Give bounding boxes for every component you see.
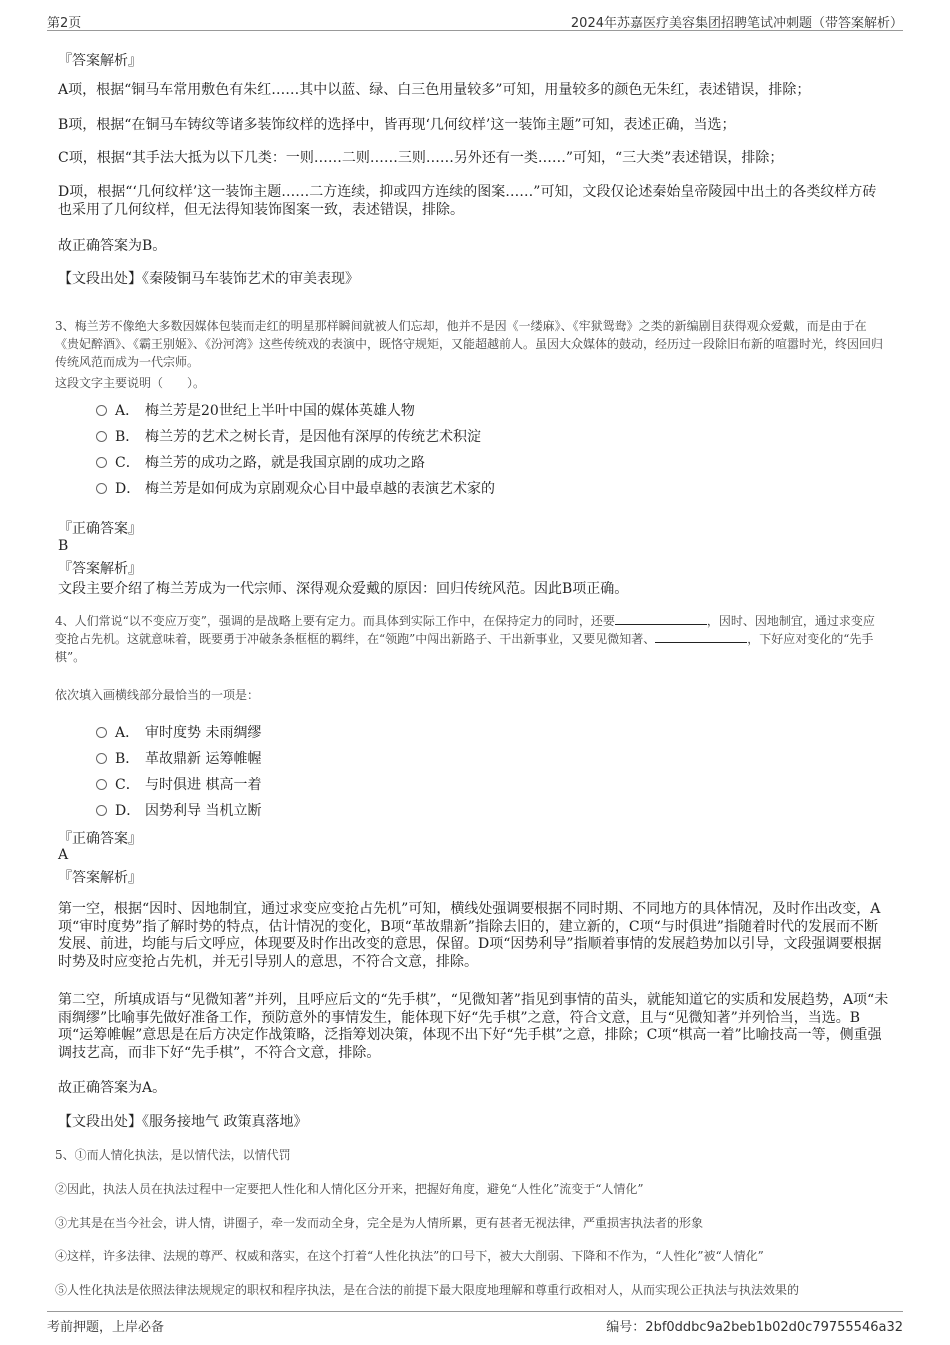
q5-sentence-1: 5、①而人情化执法，是以情代法，以情代罚 [55, 1148, 291, 1162]
q2-analysis-d: D项，根据“‘几何纹样’这一装饰主题……二方连续，抑或四方连续的图案……”可知，文段仅论述秦始皇帝陵园中出土的各类纹样方砖也采用了几何纹样，但无法得知装饰图案一致，表述错误，排除。 [58, 184, 877, 218]
option-text: 审时度势 未雨绸缪 [145, 725, 262, 741]
q2-source: 【文段出处】《秦陵铜马车装饰艺术的审美表现》 [58, 271, 359, 287]
q2-analysis-label: 『答案解析』 [58, 53, 142, 69]
q5-sentence-4: ④这样，许多法律、法规的尊严、权威和落实，在这个打着“人性化执法”的口号下，被大大削弱、下降和不作为，“人性化”被“人情化” [55, 1249, 764, 1263]
radio-icon[interactable] [96, 483, 107, 494]
q3-option-d[interactable] [96, 478, 495, 498]
q4-option-b[interactable] [96, 748, 261, 768]
option-letter: D． [115, 803, 141, 819]
option-letter: B． [115, 751, 140, 767]
q4-answer-label: 『正确答案』 [58, 831, 142, 847]
radio-icon[interactable] [96, 779, 107, 790]
document-title: 2024年苏嘉医疗美容集团招聘笔试冲刺题（带答案解析） [570, 16, 903, 31]
radio-icon[interactable] [96, 805, 107, 816]
q5-sentence-2: ②因此，执法人员在执法过程中一定要把人性化和人情化区分开来，把握好角度，避免“人性化”流变于“人情化” [55, 1182, 644, 1196]
option-text: 与时俱进 棋高一着 [145, 777, 262, 793]
q2-analysis-a: A项，根据“铜马车常用敷色有朱红……其中以蓝、绿、白三色用量较多”可知，用量较多的颜色无朱红，表述错误，排除； [58, 82, 811, 98]
option-letter: A． [115, 725, 140, 741]
page-footer [47, 1311, 903, 1334]
q3-option-c[interactable] [96, 452, 425, 472]
q4-analysis-2: 第二空，所填成语与“见微知著”并列，且呼应后文的“先手棋”，“见微知著”指见到事情的苗头，就能知道它的实质和发展趋势，A项“未雨绸缪”比喻事先做好准备工作，预防意外的事情发生，能体现下好“先手棋”之意，符合文意，且与“见微知著”并列恰当，当选。B项“运筹帷幄”意思是在后方决定作战策略，泛指筹划决策，体现不出下好“先手棋”之意，排除；C项“棋高一着”比喻技高一等，侧重强调技艺高，而非下好“先手棋”，不符合文意，排除。 [58, 992, 889, 1061]
q5-sentence-3: ③尤其是在当今社会，讲人情，讲圈子，牵一发而动全身，完全是为人情所累，更有甚者无视法律，严重损害执法者的形象 [55, 1216, 704, 1230]
q2-analysis-b: B项，根据“在铜马车铸纹等诸多装饰纹样的选择中，皆再现‘几何纹样’这一装饰主题”可知，表述正确，当选； [58, 117, 736, 133]
footer-slogan: 考前押题，上岸必备 [47, 1320, 165, 1335]
q3-option-a[interactable] [96, 400, 415, 420]
q4-source: 【文段出处】《服务接地气 政策真落地》 [58, 1114, 308, 1130]
q3-analysis: 文段主要介绍了梅兰芳成为一代宗师、深得观众爱戴的原因：回归传统风范。因此B项正确。 [58, 581, 629, 597]
option-text: 梅兰芳的艺术之树长青，是因他有深厚的传统艺术积淀 [145, 429, 481, 445]
radio-icon[interactable] [96, 753, 107, 764]
q3-answer: B [58, 538, 69, 554]
q4-option-d[interactable] [96, 800, 261, 820]
option-text: 梅兰芳的成功之路，就是我国京剧的成功之路 [145, 455, 425, 471]
q4-conclusion: 故正确答案为A。 [58, 1080, 167, 1096]
q3-stem: 3、梅兰芳不像绝大多数因媒体包装而走红的明星那样瞬间就被人们忘却，他并不是因《一缕麻》、《牢狱鸳鸯》之类的新编剧目获得观众爱戴，而是由于在《贵妃醉酒》、《霸王别姬》、《汾河湾》这些传统戏的表演中，既恪守规矩，又能超越前人。虽因大众媒体的鼓动，经历过一段除旧布新的喧嚣时光，终因回归传统风范而成为一代宗师。 [55, 319, 884, 369]
q3-option-b[interactable] [96, 426, 481, 446]
option-letter: C． [115, 777, 140, 793]
q3-analysis-label: 『答案解析』 [58, 561, 142, 577]
option-letter: B． [115, 429, 140, 445]
radio-icon[interactable] [96, 457, 107, 468]
option-text: 梅兰芳是如何成为京剧观众心目中最卓越的表演艺术家的 [145, 481, 495, 497]
option-letter: D． [115, 481, 141, 497]
q4-answer: A [58, 847, 69, 863]
q4-stem-part1: 4、人们常说“以不变应万变”，强调的是战略上要有定力。而具体到实际工作中，在保持定力的同时，还要 [55, 614, 615, 628]
option-text: 梅兰芳是20世纪上半叶中国的媒体英雄人物 [145, 403, 415, 419]
q4-stem-part3: ，下好应对变化的“先手棋”。 [55, 632, 874, 664]
option-text: 因势利导 当机立断 [145, 803, 262, 819]
document-code: 编号：2bf0ddbc9a2beb1b02d0c79755546a32 [606, 1320, 903, 1335]
q4-analysis-label: 『答案解析』 [58, 870, 142, 886]
q4-stem-part2: ，因时、因地制宜，通过求变应变抢占先机。这就意味着，既要勇于冲破条条框框的羁绊，在“领跑”中闯出新路子、干出新事业，又要见微知著、 [55, 614, 875, 646]
q4-option-c[interactable] [96, 774, 261, 794]
q3-answer-label: 『正确答案』 [58, 521, 142, 537]
q4-option-a[interactable] [96, 722, 261, 742]
option-text: 革故鼎新 运筹帷幄 [145, 751, 262, 767]
page-header [47, 8, 903, 31]
q4-blank-1 [615, 614, 707, 625]
radio-icon[interactable] [96, 431, 107, 442]
q5-sentence-5: ⑤人性化执法是依照法律法规规定的职权和程序执法，是在合法的前提下最大限度地理解和尊重行政相对人，从而实现公正执法与执法效果的 [55, 1283, 800, 1297]
radio-icon[interactable] [96, 727, 107, 738]
option-letter: C． [115, 455, 140, 471]
option-letter: A． [115, 403, 140, 419]
page-number: 第2页 [47, 16, 82, 31]
q2-analysis-c: C项，根据“其手法大抵为以下几类：一则……二则……三则……另外还有一类……”可知，“三大类”表述错误，排除； [58, 150, 784, 166]
q4-analysis-1: 第一空，根据“因时、因地制宜，通过求变应变抢占先机”可知，横线处强调要根据不同时期、不同地方的具体情况，及时作出改变，A项“审时度势”指了解时势的特点，估计情况的变化，B项“革故鼎新”指除去旧的，建立新的，C项“与时俱进”指随着时代的发展而不断发展、前进，均能与后文呼应，体现要及时作出改变的意思，保留。D项“因势利导”指顺着事情的发展趋势加以引导，文段强调要根据时势及时应变抢占先机，并无引导别人的意思，不符合文意，排除。 [58, 901, 882, 970]
q4-stem [55, 612, 885, 666]
q3-question: 这段文字主要说明（ ）。 [55, 376, 206, 390]
q4-question: 依次填入画横线部分最恰当的一项是： [55, 688, 260, 702]
q4-blank-2 [655, 632, 747, 643]
q2-conclusion: 故正确答案为B。 [58, 238, 167, 254]
radio-icon[interactable] [96, 405, 107, 416]
